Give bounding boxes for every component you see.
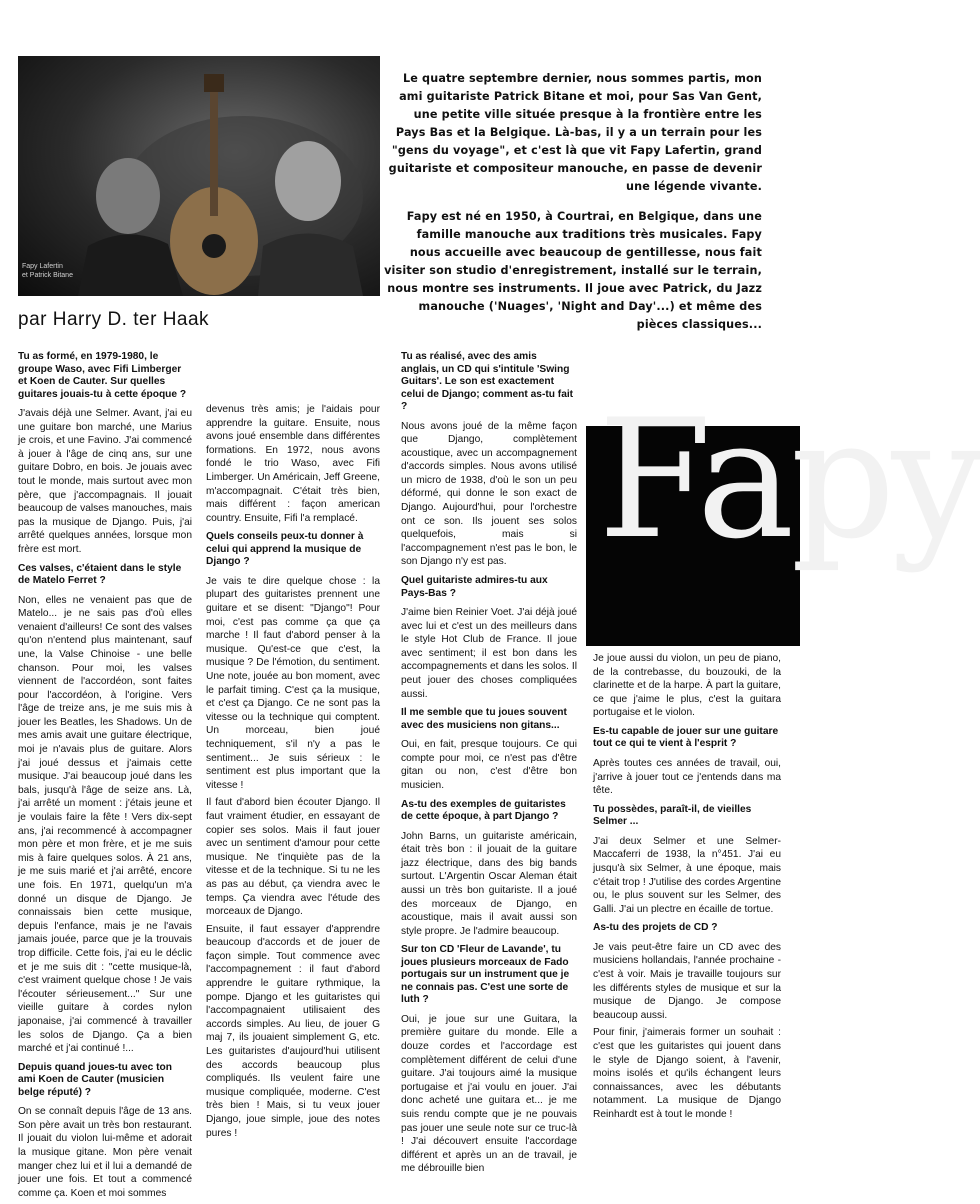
photo-credit [22, 262, 112, 280]
title-graphic [586, 384, 980, 646]
question: As-tu des projets de CD ? [593, 922, 718, 934]
question: Tu as réalisé, avec des amis anglais, un CD qui s'intitule 'Swing Guitars'. Le son est exactement celui de Django; comment as-tu fait ? [401, 351, 574, 412]
intro-paragraph-1: Le quatre septembre dernier, nous sommes partis, mon ami guitariste Patrick Bitane et moi, pour Sas Van Gent, une petite ville située presque à la frontière entre les Pays Bas et la Belgique. Là-bas, il y a un terrain pour les "gens du voyage", et c'est là que vit Fapy Lafertin, grand guitariste et compositeur manouche, en passe de devenir une légende vivante. [388, 72, 762, 193]
question: Tu possèdes, paraît-il, de vieilles Selmer ... [593, 803, 752, 828]
answer: J'ai deux Selmer et une Selmer-Maccaferri de 1938, la n°451. J'ai eu jusqu'à six Selmer, à une époque, mais c'était trop ! J'utilise des cordes Argentine ou, le plus souvent sur les Selmer, des Galli. J'ai un plectre en écaille de tortue. [593, 835, 781, 915]
question: Il me semble que tu joues souvent avec des musiciens non gitans... [401, 707, 567, 731]
question: Quel guitariste admires-tu aux Pays-Bas ? [401, 575, 548, 599]
column-2 [206, 403, 380, 1144]
answer: Il faut d'abord bien écouter Django. Il faut vraiment étudier, en essayant de copier ses solos. Mais il faut jouer avec un sentiment d'amour pour cette musique. Ne t'inquiète pas de la vitesse et de la technique. Si tu ne les as pas au début, ça viendra avec le temps. Ça viendra avec l'étude des morceaux de Django. [206, 797, 380, 918]
answer: Je joue aussi du violon, un peu de piano, de la contrebasse, du bouzouki, de la clarinette et de la harpe. À part la guitare, ce que j'aime le plus, c'est la guitara portugaise et le violon. [593, 653, 781, 719]
intro-text [382, 70, 762, 346]
question: Tu as formé, en 1979-1980, le groupe Waso, avec Fifi Limberger et Koen de Cauter. Sur quelles guitares jouais-tu à cette époque ? [18, 351, 187, 400]
answer: devenus très amis; je l'aidais pour apprendre la guitare. Ensuite, nous avons joué ensemble dans différentes formations. En 1972, nous avons fondé le trio Waso, avec Fifi Limberger. Un Américain, Jeff Greene, m'accompagnait. C'était très bien, mais différent : façon american country. Ensuite, Fifi l'a remplacé. [206, 404, 380, 524]
column-4 [593, 652, 781, 1126]
question: Ces valses, c'étaient dans le style de Matelo Ferret ? [18, 562, 182, 587]
answer: Oui, je joue sur une Guitara, la première guitare du monde. Elle a douze cordes et l'accordage est complètement différent de celui d'une guitare. J'ai toujours aimé la musique portugaise et j'ai voulu en jouer. J'ai donc acheté une guitara et... je me suis rendu compte que je ne pouvais pas jouer une seule note sur ce truc-là ! J'ai découvert ensuite l'accordage différent et après un an de travail, je me débrouille bien [401, 1013, 577, 1175]
answer: On se connaît depuis l'âge de 13 ans. Son père avait un très bon restaurant. Il jouait du violon lui-même et adorait la musique gitane. Mon père venait manger chez lui et il lui a demandé de jouer une fois. Et tout a commencé comme ça. Koen et moi sommes [18, 1106, 192, 1199]
photo-credit-line1: Fapy Lafertin [22, 263, 63, 270]
answer: John Barns, un guitariste américain, était très bon : il jouait de la guitare jazz électrique, dans des big bands surtout. L'Argentin Oscar Aleman était aussi un très bon guitariste. Il a joué des morceaux de Django, en acoustique, mais il avait aussi son style propre. Je l'admire beaucoup. [401, 830, 577, 937]
answer: J'aime bien Reinier Voet. J'ai déjà joué avec lui et c'est un des meilleurs dans le style Hot Club de France. Il joue avec sentiment; il est bon dans les accompagnements et dans les solos. Il peut jouer des choses compliquées aussi. [401, 607, 577, 700]
byline: par Harry D. ter Haak [18, 309, 210, 330]
question: As-tu des exemples de guitaristes de cette époque, à part Django ? [401, 798, 566, 823]
photo-illustration [18, 56, 380, 296]
answer: Pour finir, j'aimerais former un souhait : c'est que les guitaristes qui jouent dans le style de Django soient, à l'avenir, moins isolés et qu'ils échangent leurs connaissances, avec les débutants notamment. La musique de Django Reinhardt est à tout le monde ! [593, 1027, 781, 1120]
photo-credit-line2: et Patrick Bitane [22, 272, 73, 279]
question: Depuis quand joues-tu avec ton ami Koen de Cauter (musicien belge réputé) ? [18, 1061, 172, 1098]
intro-paragraph-2: Fapy est né en 1950, à Courtrai, en Belgique, dans une famille manouche aux traditions très musicales. Fapy nous accueille avec beaucoup de gentillesse, nous fait visiter son studio d'enregistrement, installé sur le terrain, nous montre ses instruments. Il joue avec Patrick, du Jazz manouche ('Nuages', 'Night and Day'...) et même des pièces classiques... [384, 210, 762, 331]
answer: Je vais te dire quelque chose : la plupart des guitaristes prennent une guitare et se disent: "Django"! Pour moi, c'est pas comme ça que ça marche ! Il faut d'abord penser à la musique. Qu'est-ce que c'est, la musique ? De l'émotion, du sentiment. Une note, jouée au bon moment, avec le parfait timing. C'est ça la musique, et c'est ça Django. Ce ne sont pas la vitesse ou la technique qui comptent. Un morceau, bien joué techniquement, s'il n'y a pas le sentiment... Je suis sérieux : le sentiment est plus important que la vitesse ! [206, 575, 380, 791]
answer: Nous avons joué de la même façon que Django, complètement acoustique, avec un accompagnement d'accords simples. Nous avons utilisé un micro de 1938, d'où le son un peu déformé, qui donne le son exact de Django. Aujourd'hui, pour l'orchestre ont ce son. Ils jouent ses solos quelquefois, mais si l'accompagnement n'est pas le bon, le son Django n'y est pas. [401, 420, 577, 568]
answer: Ensuite, il faut essayer d'apprendre beaucoup d'accords et de jouer de façon simple. Tout commence avec l'accompagnement : il faut d'abord apprendre le guitare rythmique, la pompe. Django et les guitaristes qui l'accompagnaient utilisaient des accords simples. Au lieu, de jouer G maj 7, ils jouaient simplement G, etc. Les guitaristes d'aujourd'hui utilisent des accords beaucoup plus compliqués. Ils veulent faire une musique compliquée, moderne. C'est très bien ! Mais, si tu veux jouer Django, joue simple, joue des notes pures ! [206, 923, 380, 1139]
answer: Après toutes ces années de travail, oui, j'arrive à jouer tout ce j'entends dans ma tête. [593, 757, 781, 797]
column-1 [18, 345, 192, 1204]
answer: Oui, en fait, presque toujours. Ce qui compte pour moi, ce n'est pas d'être gitan ou non, c'est d'être bon musicien. [401, 739, 577, 791]
question: Es-tu capable de jouer sur une guitare tout ce qui te vient à l'esprit ? [593, 725, 779, 750]
answer: J'avais déjà une Selmer. Avant, j'ai eu une guitare bon marché, une Marius je crois, et une Favino. J'ai commencé à jouer à l'âge de cinq ans, sur une guitare Dobro, en bois. Je jouais avec tout le monde, mais surtout avec mon père, que j'accompagnais. Il jouait beaucoup de valses manouches, mais pas la musique de Django. Puis, j'ai arrêté quelques années, lorsque mon frère est mort. [18, 408, 192, 555]
question: Quels conseils peux-tu donner à celui qui apprend la musique de Django ? [206, 531, 364, 568]
title-fapy: Fapy [598, 384, 980, 575]
answer: Non, elles ne venaient pas que de Matelo... je ne sais pas d'où elles venaient d'ailleurs! Ce sont des valses qu'on n'entend plus maintenant, sauf une, la Valse Chinoise - une belle chanson. Pour moi, les valses viennent de l'accordéon, sont faites pour l'accordéon, à l'origine. Vers l'âge de treize ans, je me suis mis à jouer les Beatles, les Shadows. Un de mes amis avait une guitare électrique, moi je n'avais plus de guitare. Alors j'ai joué dessus et j'aimais cette musique. J'ai beaucoup joué dans les bals, jusqu'à l'âge de seize ans. Là, j'ai arrêté un moment : j'étais jeune et je voulais faire la fête ! Vers dix-sept ans, j'ai recommencé à accompagner mon père et mon frère, et je me suis mis à faire quelques solos. À 21 ans, je me suis marié et j'ai arrêté, encore une fois. En 1971, quelqu'un m'a donné un disque de Django. Je connaissais bien cette musique, depuis l'enfance, mais je ne l'avais jamais jouée, parce que je la trouvais trop difficile. Cette fois, j'ai eu le déclic et je me suis dit : "cette musique-là, c'est vraiment quelque chose ! Je vais l'écouter sérieusement..." Sur une vieille guitare à cordes nylon japonaise, j'ai commencé à travailler les solos de Django. Ça a bien marché et j'ai continué !... [18, 594, 192, 1055]
column-3 [401, 345, 577, 1180]
photo-fapy-and-patrick [18, 56, 380, 296]
answer: Je vais peut-être faire un CD avec des musiciens hollandais, l'année prochaine - c'est à voir. Mais je travaille toujours sur les différents styles de musique et sur la musique de Django. Je compose beaucoup aussi. [593, 941, 781, 1021]
question: Sur ton CD 'Fleur de Lavande', tu joues plusieurs morceaux de Fado portugais sur un instrument que je ne connais pas. C'est une sorte de luth ? [401, 944, 570, 1006]
